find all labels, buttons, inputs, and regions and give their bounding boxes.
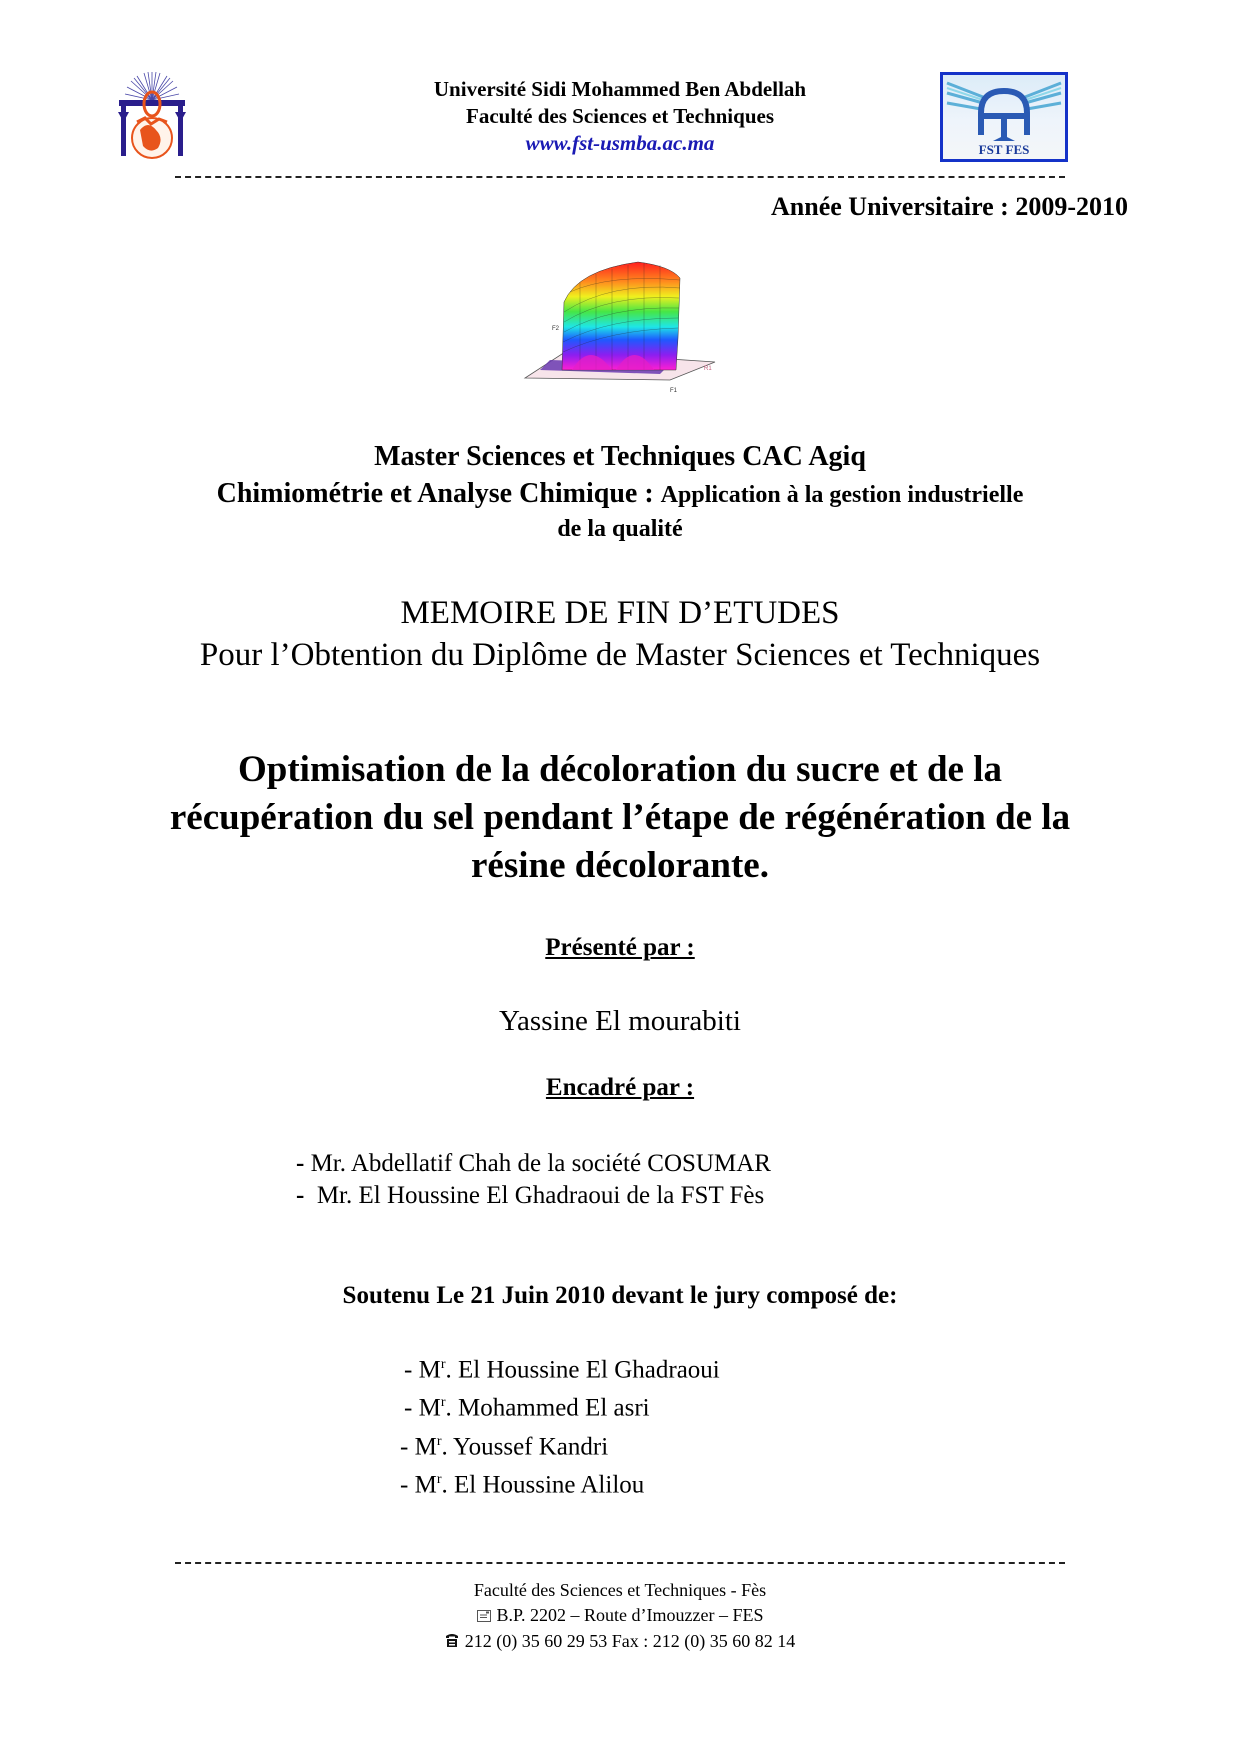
university-name: Université Sidi Mohammed Ben Abdellah — [433, 77, 807, 101]
jury-prefix-sup: r — [436, 1433, 442, 1449]
telephone-icon — [445, 1630, 459, 1655]
3d-response-surface-plot — [520, 252, 720, 402]
program-specialty-sub: Application à la gestion industrielle — [660, 482, 1024, 508]
jury-member — [400, 1425, 720, 1463]
footer-divider — [175, 1562, 1065, 1564]
footer — [200, 1578, 1040, 1655]
supervisor-name: Mr. El Houssine El Ghadraoui de la FST Fès — [316, 1182, 765, 1209]
jury-name: . El Houssine El Ghadraoui — [445, 1356, 720, 1384]
university-crest-logo — [115, 72, 189, 166]
supervisor-item — [296, 1180, 771, 1212]
supervisor-name: Mr. Abdellatif Chah de la société COSUMAR — [310, 1150, 771, 1177]
jury-prefix-sup: r — [436, 1471, 442, 1487]
institution-header — [340, 76, 900, 157]
jury-list — [400, 1348, 720, 1501]
defense-statement: Soutenu Le 21 Juin 2010 devant le jury composé de: — [342, 1282, 898, 1309]
jury-prefix-sup: r — [440, 1395, 446, 1411]
memoire-heading: MEMOIRE DE FIN D’ETUDES — [400, 595, 840, 631]
supervised-by-label: Encadré par : — [545, 1074, 695, 1101]
jury-prefix-sup: r — [440, 1357, 446, 1372]
thesis-title-line: récupération du sel pendant l’étape de régénération de la — [169, 797, 1071, 838]
jury-name: . Mohammed El asri — [445, 1394, 650, 1422]
program-specialty-main: Chimiométrie et Analyse Chimique : — [216, 478, 654, 509]
axis-label-r1: R1 — [704, 366, 712, 372]
jury-prefix: - M — [400, 1471, 437, 1499]
thesis-title — [80, 746, 1160, 890]
fst-fes-logo — [940, 72, 1068, 162]
footer-phone — [200, 1629, 1040, 1655]
jury-member — [400, 1348, 720, 1386]
footer-phone-text: 212 (0) 35 60 29 53 Fax : 212 (0) 35 60 82 14 — [464, 1631, 796, 1651]
program-name: Master Sciences et Techniques CAC Agiq — [374, 441, 866, 472]
program-block — [100, 438, 1140, 545]
mailbox-icon — [477, 1604, 491, 1629]
footer-institution: Faculté des Sciences et Techniques - Fès — [473, 1580, 767, 1600]
jury-prefix: - M — [404, 1356, 441, 1384]
thesis-title-line: Optimisation de la décoloration du sucre et de la — [238, 749, 1002, 790]
list-dash: - — [296, 1182, 305, 1209]
program-specialty-continued: de la qualité — [557, 516, 683, 542]
axis-label-f1: F1 — [670, 388, 678, 394]
supervisor-list — [296, 1148, 771, 1212]
author-name: Yassine El mourabiti — [499, 1005, 741, 1037]
program-specialty — [100, 476, 1140, 513]
jury-member — [400, 1463, 720, 1501]
fst-fes-logo-text: FST FES — [978, 142, 1030, 157]
jury-prefix: - M — [400, 1432, 437, 1460]
axis-label-f2: F2 — [552, 326, 560, 332]
academic-year: Année Universitaire : 2009-2010 — [771, 192, 1128, 221]
memoire-block — [100, 592, 1140, 676]
jury-prefix: - M — [404, 1394, 441, 1422]
website-link[interactable]: www.fst-usmba.ac.ma — [525, 131, 715, 155]
faculty-name: Faculté des Sciences et Techniques — [466, 104, 774, 128]
header-divider — [175, 176, 1065, 178]
jury-member — [400, 1386, 720, 1424]
supervisor-item — [296, 1148, 771, 1180]
presented-by-label: Présenté par : — [545, 934, 695, 961]
jury-name: . El Houssine Alilou — [441, 1471, 645, 1499]
list-dash: - — [296, 1150, 305, 1177]
footer-address-text: B.P. 2202 – Route d’Imouzzer – FES — [496, 1605, 764, 1625]
footer-address — [200, 1603, 1040, 1629]
thesis-title-line: résine décolorante. — [471, 845, 769, 886]
jury-name: . Youssef Kandri — [441, 1432, 609, 1460]
memoire-purpose: Pour l’Obtention du Diplôme de Master Sciences et Techniques — [199, 637, 1041, 673]
